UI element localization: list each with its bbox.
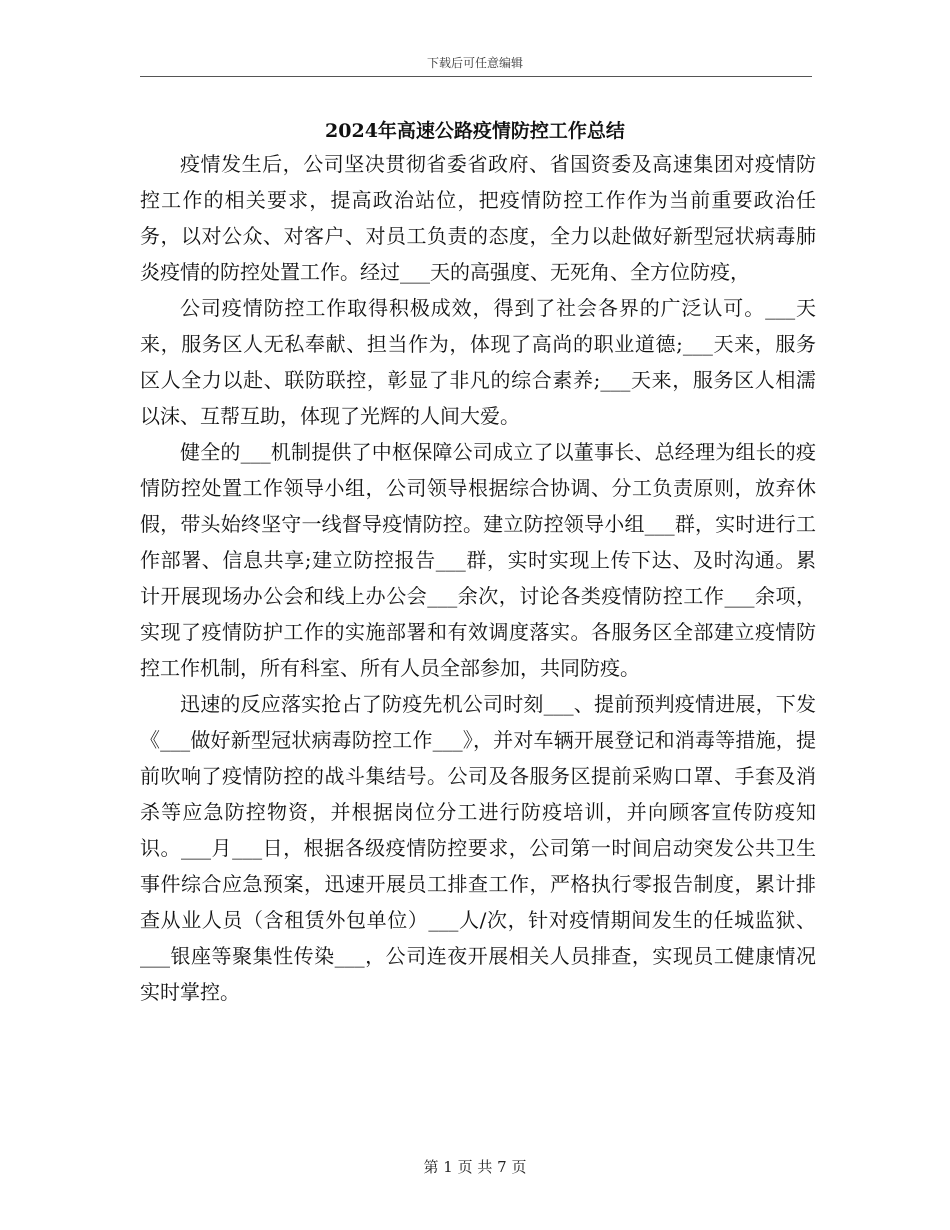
header-divider xyxy=(140,76,812,77)
paragraph-4: 迅速的反应落实抢占了防疫先机公司时刻___、提前预判疫情进展，下发《___做好新型冠状病毒防控工作___》，并对车辆开展登记和消毒等措施，提前吹响了疫情防控的战斗集结号。公司及各服务区提前采购口罩、手套及消杀等应急防控物资，并根据岗位分工进行防疫培训，并向顾客宣传防疫知识。___月___日，根据各级疫情防控要求，公司第一时间启动突发公共卫生事件综合应急预案，迅速开展员工排查工作，严格执行零报告制度，累计排查从业人员（含租赁外包单位）___人/次，针对疫情期间发生的任城监狱、___银座等聚集性传染___，公司连夜开展相关人员排查，实现员工健康情况实时掌控。 xyxy=(140,692,816,1004)
page-number: 第 1 页 共 7 页 xyxy=(423,1158,527,1176)
document-body xyxy=(140,146,816,1010)
paragraph-2: 公司疫情防控工作取得积极成效，得到了社会各界的广泛认可。___天来，服务区人无私奉献、担当作为，体现了高尚的职业道德;___天来，服务区人全力以赴、联防联控，彰显了非凡的综合素养;___天来，服务区人相濡以沫、互帮互助，体现了光辉的人间大爱。 xyxy=(140,296,816,428)
paragraph-1: 疫情发生后，公司坚决贯彻省委省政府、省国资委及高速集团对疫情防控工作的相关要求，提高政治站位，把疫情防控工作作为当前重要政治任务，以对公众、对客户、对员工负责的态度，全力以赴做好新型冠状病毒肺炎疫情的防控处置工作。经过___天的高强度、无死角、全方位防疫， xyxy=(140,152,816,284)
document-title: 2024年高速公路疫情防控工作总结 xyxy=(325,120,625,142)
page-header: 下载后可任意编辑 xyxy=(426,56,523,70)
paragraph-3: 健全的___机制提供了中枢保障公司成立了以董事长、总经理为组长的疫情防控处置工作领导小组，公司领导根据综合协调、分工负责原则，放弃休假，带头始终坚守一线督导疫情防控。建立防控领导小组___群，实时进行工作部署、信息共享;建立防控报告___群，实时实现上传下达、及时沟通。累计开展现场办公会和线上办公会___余次，讨论各类疫情防控工作___余项，实现了疫情防护工作的实施部署和有效调度落实。各服务区全部建立疫情防控工作机制，所有科室、所有人员全部参加，共同防疫。 xyxy=(140,440,816,680)
